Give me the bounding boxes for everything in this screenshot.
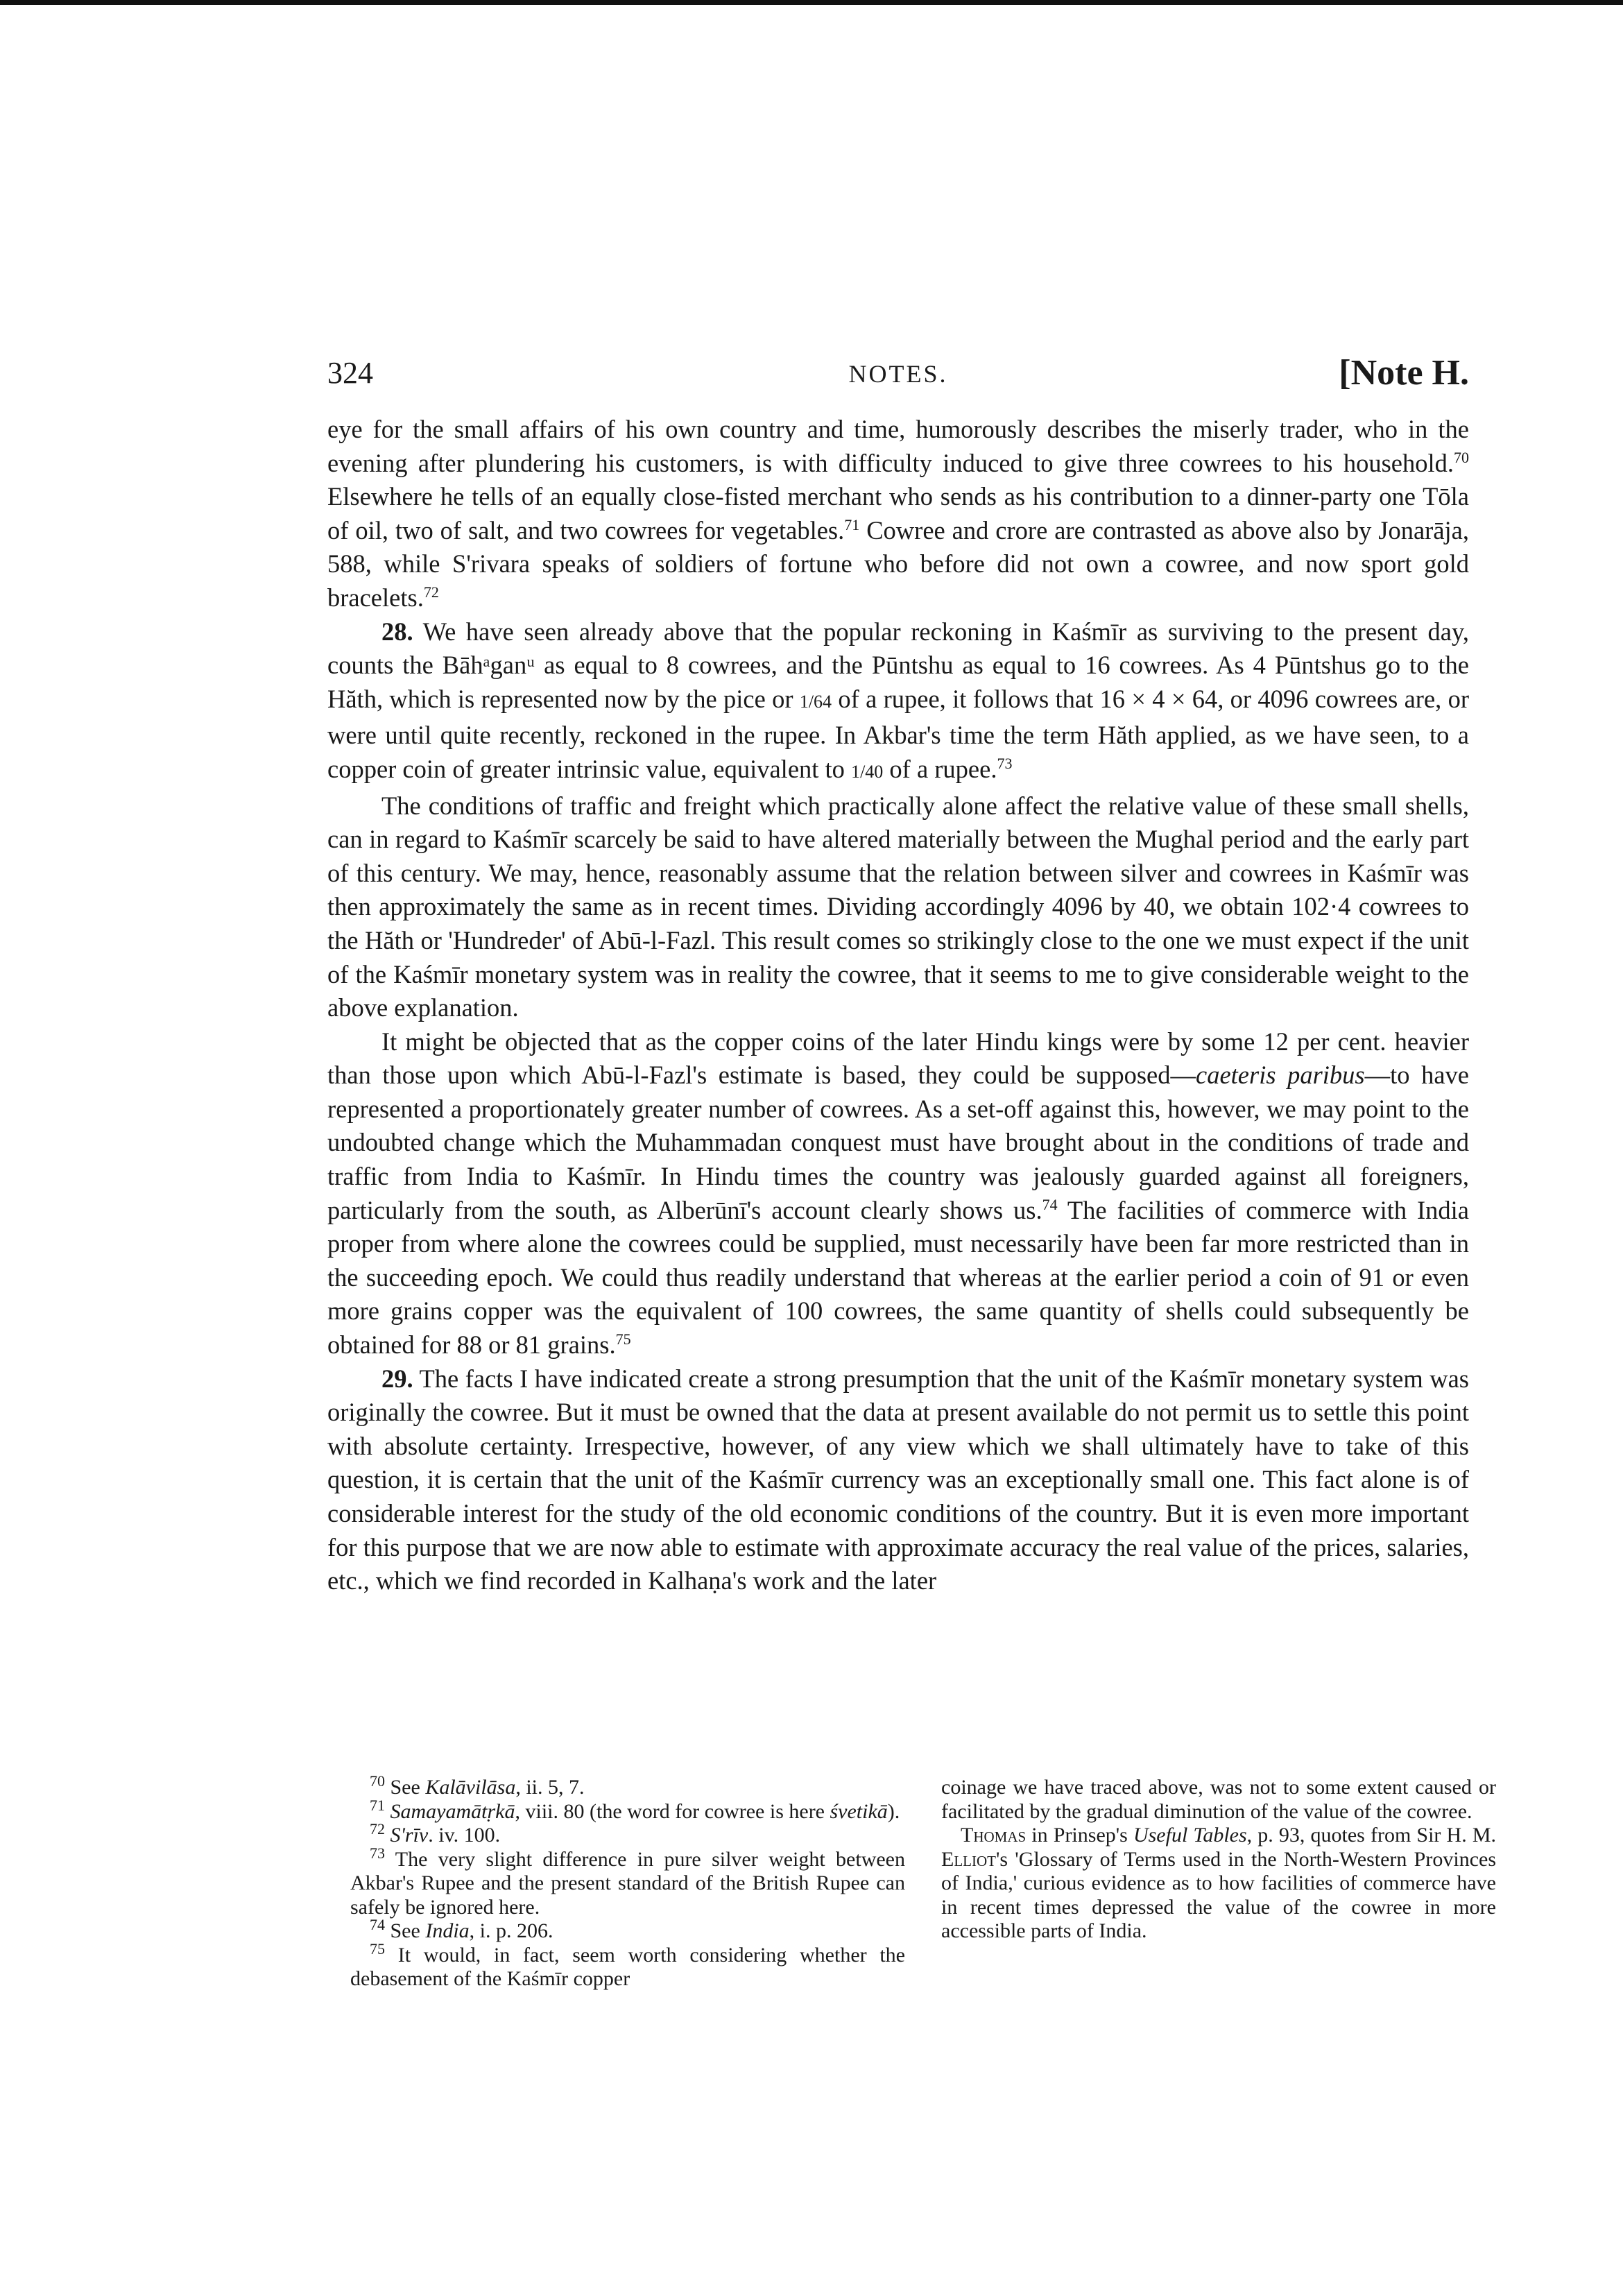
- footnote-number: 70: [370, 1772, 385, 1790]
- text-run: The very slight difference in pure silver weight between Akbar's Rupee and the present standard of the British Rupee can safely be ignored here.: [350, 1847, 905, 1919]
- text-run: eye for the small affairs of his own country and time, humorously describes the miserly trader, who in the evening after plundering his customers, is with difficulty induced to give three cowrees to his household.: [327, 415, 1469, 477]
- footnote-ref: 73: [997, 754, 1013, 772]
- text-run: See: [385, 1919, 426, 1942]
- text-run: of a rupee.: [883, 754, 997, 783]
- footnote-number: 73: [370, 1844, 385, 1862]
- footnote-70: [350, 1772, 905, 1800]
- footnote-number: 72: [370, 1820, 385, 1837]
- italic-title: S'rīv: [390, 1824, 429, 1847]
- text-run: We have seen already above that the popular reckoning in Kaśmīr as surviving to the present day, counts the Bāhᵃganᵘ as equal to 8 cowrees, and the Pūntshu as equal to 16 cowrees. As 4 Pūntshus go to the Hăth, which is represented now by the pice or: [327, 617, 1469, 713]
- footnote-73: [350, 1844, 905, 1920]
- footnote-ref: 74: [1042, 1195, 1058, 1213]
- text-run: . iv. 100.: [428, 1824, 501, 1847]
- text-run: , viii. 80 (the word for cowree is here: [515, 1799, 830, 1823]
- paragraph-3: [327, 789, 1469, 1025]
- footnote-ref: 72: [423, 583, 439, 601]
- footnote-number: 75: [370, 1939, 385, 1957]
- running-title: NOTES.: [848, 360, 948, 388]
- italic-term: śvetikā: [830, 1799, 888, 1823]
- text-run: of a rupee, it follows that 16 × 4 × 64, or 4096 cowrees are, or were until quite recently, reckoned in the rupee. In Akbar's time the term Hăth applied, as we have seen, to a copper coin of greater intrinsic value, equivalent to: [327, 684, 1469, 783]
- footnote-thomas: [941, 1824, 1496, 1944]
- paragraph-5: [327, 1362, 1469, 1598]
- italic-title: Samayamātṛkā: [390, 1799, 515, 1823]
- italic-title: Useful Tables: [1133, 1824, 1247, 1847]
- running-head: [327, 355, 1469, 404]
- text-run: , i. p. 206.: [469, 1919, 553, 1942]
- body-text: [327, 413, 1469, 1598]
- text-run: It would, in fact, seem worth considering whether the debasement of the Kaśmīr copper: [350, 1943, 905, 1990]
- top-border: [0, 0, 1623, 5]
- section-number: 29.: [381, 1364, 413, 1393]
- text-run: , p. 93, quotes from Sir H. M.: [1246, 1824, 1496, 1847]
- section-number: 28.: [381, 617, 413, 646]
- text-run: , ii. 5, 7.: [515, 1776, 585, 1799]
- paragraph-2: [327, 615, 1469, 789]
- text-run: Cowree and crore are contrasted as above also by Jonarāja, 588, while S'rivara speaks of soldiers of fortune who before did not own a cowree, and now sport gold bracelets.: [327, 515, 1469, 612]
- author-name: Elliot: [941, 1847, 996, 1871]
- footnote-75: [350, 1939, 905, 1991]
- paragraph-1: [327, 413, 1469, 615]
- footnote-ref: 70: [1454, 448, 1469, 466]
- author-name: Thomas: [961, 1824, 1027, 1847]
- text-run: The facilities of commerce with India proper from where alone the cowrees could be supplied, must necessarily have been far more restricted than in the succeeding epoch. We could thus readily understand that whereas at the earlier period a coin of 91 or even more grains copper was the equivalent of 100 cowrees, the same quantity of shells could subsequently be obtained for 88 or 81 grains.: [327, 1195, 1469, 1360]
- footnote-column-left: [350, 1772, 905, 1991]
- page-number: 324: [327, 356, 373, 390]
- text-run: ).: [887, 1799, 900, 1823]
- fraction: 1/40: [851, 761, 884, 782]
- footnote-71: [350, 1796, 905, 1824]
- text-run: See: [385, 1776, 426, 1799]
- italic-phrase: caeteris paribus: [1196, 1061, 1365, 1090]
- footnote-number: 74: [370, 1916, 385, 1933]
- footnote-74: [350, 1916, 905, 1944]
- footnote-column-right: [941, 1776, 1496, 1944]
- footnote-75-continued: coinage we have traced above, was not to some extent caused or facilitated by the gradual diminution of the value of the cowree.: [941, 1776, 1496, 1823]
- fraction: 1/64: [799, 691, 832, 712]
- footnote-72: [350, 1820, 905, 1848]
- footnote-number: 71: [370, 1796, 385, 1814]
- footnote-ref: 71: [844, 515, 860, 533]
- note-label: [Note H.: [1339, 353, 1469, 393]
- text-run: —to have represented a proportionately greater number of cowrees. As a set-off against this, however, we may point to the undoubted change which the Muhammadan conquest must have brought about in the conditions of trade and traffic from India to Kaśmīr. In Hindu times the country was jealously guarded against all foreigners, particularly from the south, as Alberūnī's account clearly shows us.: [327, 1061, 1469, 1224]
- text-run: It might be objected that as the copper coins of the later Hindu kings were by some 12 per cent. heavier than those upon which Abū-l-Fazl's estimate is based, they could be supposed—: [327, 1027, 1469, 1090]
- text-run: 's 'Glossary of Terms used in the North-Western Provinces of India,' curious evidence as to how facilities of commerce have in recent times depressed the value of the cowree in more accessible parts of India.: [941, 1847, 1496, 1942]
- text-run: in Prinsep's: [1026, 1824, 1133, 1847]
- text-run: The facts I have indicated create a strong presumption that the unit of the Kaśmīr monetary system was originally the cowree. But it must be owned that the data at present available do not permit us to settle this point with absolute certainty. Irrespective, however, of any view which we shall ultimately have to take of this question, it is certain that the unit of the Kaśmīr currency was an exceptionally small one. This fact alone is of considerable interest for the study of the old economic conditions of the country. But it is even more important for this purpose that we are now able to estimate with approximate accuracy the real value of the prices, salaries, etc., which we find recorded in Kalhaṇa's work and the later: [327, 1364, 1469, 1595]
- text-run: The conditions of traffic and freight which practically alone affect the relative value of these small shells, can in regard to Kaśmīr scarcely be said to have altered materially between the Mughal period and the early part of this century. We may, hence, reasonably assume that the relation between silver and cowrees in Kaśmīr was then approximately the same as in recent times. Dividing accordingly 4096 by 40, we obtain 102·4 cowrees to the Hăth or 'Hundreder' of Abū-l-Fazl. This result comes so strikingly close to the one we must expect if the unit of the Kaśmīr monetary system was in reality the cowree, that it seems to me to give considerable weight to the above explanation.: [327, 791, 1469, 1022]
- italic-title: India: [425, 1919, 470, 1942]
- paragraph-4: [327, 1025, 1469, 1362]
- text-run: Elsewhere he tells of an equally close-fisted merchant who sends as his contribution to a dinner-party one Tōla of oil, two of salt, and two cowrees for vegetables.: [327, 482, 1469, 545]
- italic-title: Kalāvilāsa: [425, 1776, 516, 1799]
- footnote-ref: 75: [615, 1330, 631, 1348]
